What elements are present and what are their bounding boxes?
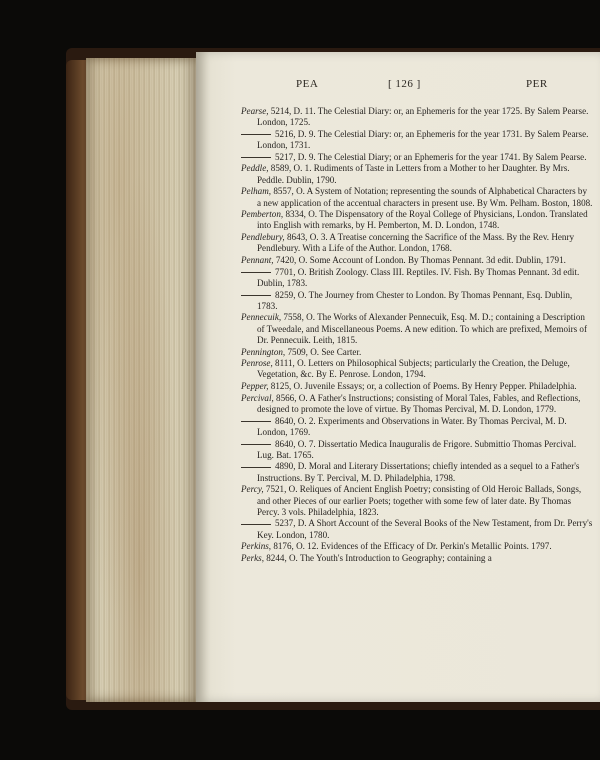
author-name: Pennecuik,	[241, 312, 282, 323]
catalog-entry	[241, 232, 593, 255]
catalog-entry	[241, 553, 593, 564]
catalog-entry	[241, 290, 593, 313]
entry-text: 8640, O. 7. Dissertatio Medica Inauguralis de Frigore. Submittio Thomas Percival. Lug. Bat. 1765.	[257, 438, 577, 460]
ditto-dash	[241, 295, 271, 296]
entry-text: 8557, O. A System of Notation; representing the sounds of Alphabetical Characters by a new application of the accentual characters in present use. By Wm. Pelham. Boston, 1808.	[257, 186, 593, 208]
page-number: [ 126 ]	[388, 78, 421, 90]
catalog-entry	[241, 186, 593, 209]
catalog-entry	[241, 209, 593, 232]
author-name: Penrose,	[241, 358, 273, 369]
entry-text: 5214, D. 11. The Celestial Diary: or, an Ephemeris for the year 1725. By Salem Pearse. London, 1725.	[257, 106, 589, 128]
catalog-entry	[241, 381, 593, 392]
entry-text: 8334, O. The Dispensatory of the Royal College of Physicians, London. Translated into English with remarks, by H. Pemberton, M. D. London, 1748.	[257, 209, 588, 231]
author-name: Pearse,	[241, 106, 269, 116]
author-name: Perks,	[241, 552, 264, 563]
ditto-dash	[241, 134, 271, 135]
catalog-entries	[241, 106, 593, 565]
catalog-entry	[241, 484, 593, 518]
author-name: Percy,	[241, 484, 264, 495]
catalog-entry	[241, 541, 593, 552]
entry-text: 5217, D. 9. The Celestial Diary; or an Ephemeris for the year 1741. By Salem Pearse.	[275, 151, 587, 162]
author-name: Pendlebury,	[241, 232, 285, 243]
running-header	[196, 78, 600, 94]
catalog-entry	[241, 347, 593, 358]
entry-text: 7509, O. See Carter.	[285, 346, 362, 357]
catalog-entry	[241, 312, 593, 346]
entry-text: 8643, O. 3. A Treatise concerning the Sacrifice of the Mass. By the Rev. Henry Pendlebury. With a Life of the Author. London, 1768.	[257, 232, 575, 254]
catalog-entry	[241, 358, 593, 381]
author-name: Pepper,	[241, 381, 269, 392]
catalog-entry	[241, 129, 593, 152]
entry-text: 8566, O. A Father's Instructions; consisting of Moral Tales, Fables, and Reflections, designed to promote the love of virtue. By Thomas Percival, M. D. London, 1779.	[257, 392, 581, 414]
entry-text: 8259, O. The Journey from Chester to London. By Thomas Pennant, Esq. Dublin, 1783.	[257, 289, 573, 311]
ditto-dash	[241, 272, 271, 273]
entry-text: 5216, D. 9. The Celestial Diary: or, an Ephemeris for the year 1731. By Salem Pearse. London, 1731.	[257, 128, 589, 151]
entry-text: 7558, O. The Works of Alexander Pennecuik, Esq. M. D.; containing a Description of Tweedale, and Miscellaneous Poems. A new edition. To which are prefixed, Memoirs of Dr. Pennecuik. Leith, 1815.	[257, 312, 587, 345]
catalog-entry	[241, 152, 593, 163]
entry-text: 7521, O. Reliques of Ancient English Poetry; consisting of Old Heroic Ballads, Songs, and other Pieces of our earlier Poets; together with some few of later date. By Thomas Percy. 3 vols. Philadelphia, 1823.	[257, 484, 582, 517]
author-name: Pemberton,	[241, 209, 284, 220]
entry-text: 8125, O. Juvenile Essays; or, a collection of Poems. By Henry Pepper. Philadelphia.	[268, 381, 577, 392]
catalog-entry	[241, 106, 593, 129]
entry-text: 8640, O. 2. Experiments and Observations in Water. By Thomas Percival, M. D. London, 1769.	[257, 415, 567, 437]
catalog-entry	[241, 267, 593, 290]
entry-text: 7701, O. British Zoology. Class III. Reptiles. IV. Fish. By Thomas Pennant. 3d edit. Dublin, 1783.	[257, 266, 580, 288]
ditto-dash	[241, 444, 271, 445]
author-name: Perkins,	[241, 541, 272, 552]
catalog-entry	[241, 255, 593, 266]
entry-text: 7420, O. Some Account of London. By Thomas Pennant. 3d edit. Dublin, 1791.	[273, 254, 566, 265]
header-left: PEA	[296, 78, 319, 90]
author-name: Pennant,	[241, 254, 274, 265]
catalog-entry	[241, 461, 593, 484]
entry-text: 8111, O. Letters on Philosophical Subjects; particularly the Creation, the Deluge, Vegetation, &c. By E. Penrose. London, 1794.	[257, 358, 570, 380]
header-right: PER	[526, 78, 548, 90]
entry-text: 8244, O. The Youth's Introduction to Geography; containing a	[263, 552, 492, 563]
book-page	[196, 52, 600, 702]
catalog-entry	[241, 518, 593, 541]
catalog-entry	[241, 163, 593, 186]
author-name: Peddle,	[241, 163, 269, 174]
catalog-entry	[241, 416, 593, 439]
ditto-dash	[241, 524, 271, 525]
catalog-entry	[241, 393, 593, 416]
entry-text: 4890, D. Moral and Literary Dissertations; chiefly intended as a sequel to a Father's Instructions. By T. Percival, M. D. Philadelphia, 1798.	[257, 461, 580, 483]
catalog-entry	[241, 439, 593, 462]
author-name: Pelham,	[241, 186, 272, 197]
author-name: Percival,	[241, 392, 274, 403]
page-edge-stains	[90, 58, 190, 702]
author-name: Pennington,	[241, 346, 286, 357]
entry-text: 8589, O. 1. Rudiments of Taste in Letters from a Mother to her Daughter. By Mrs. Peddle. Dublin, 1790.	[257, 163, 570, 185]
ditto-dash	[241, 467, 271, 468]
ditto-dash	[241, 157, 271, 158]
ditto-dash	[241, 421, 271, 422]
entry-text: 5237, D. A Short Account of the Several Books of the New Testament, from Dr. Perry's Key. London, 1780.	[257, 518, 593, 540]
entry-text: 8176, O. 12. Evidences of the Efficacy of Dr. Perkin's Metallic Points. 1797.	[271, 541, 552, 552]
